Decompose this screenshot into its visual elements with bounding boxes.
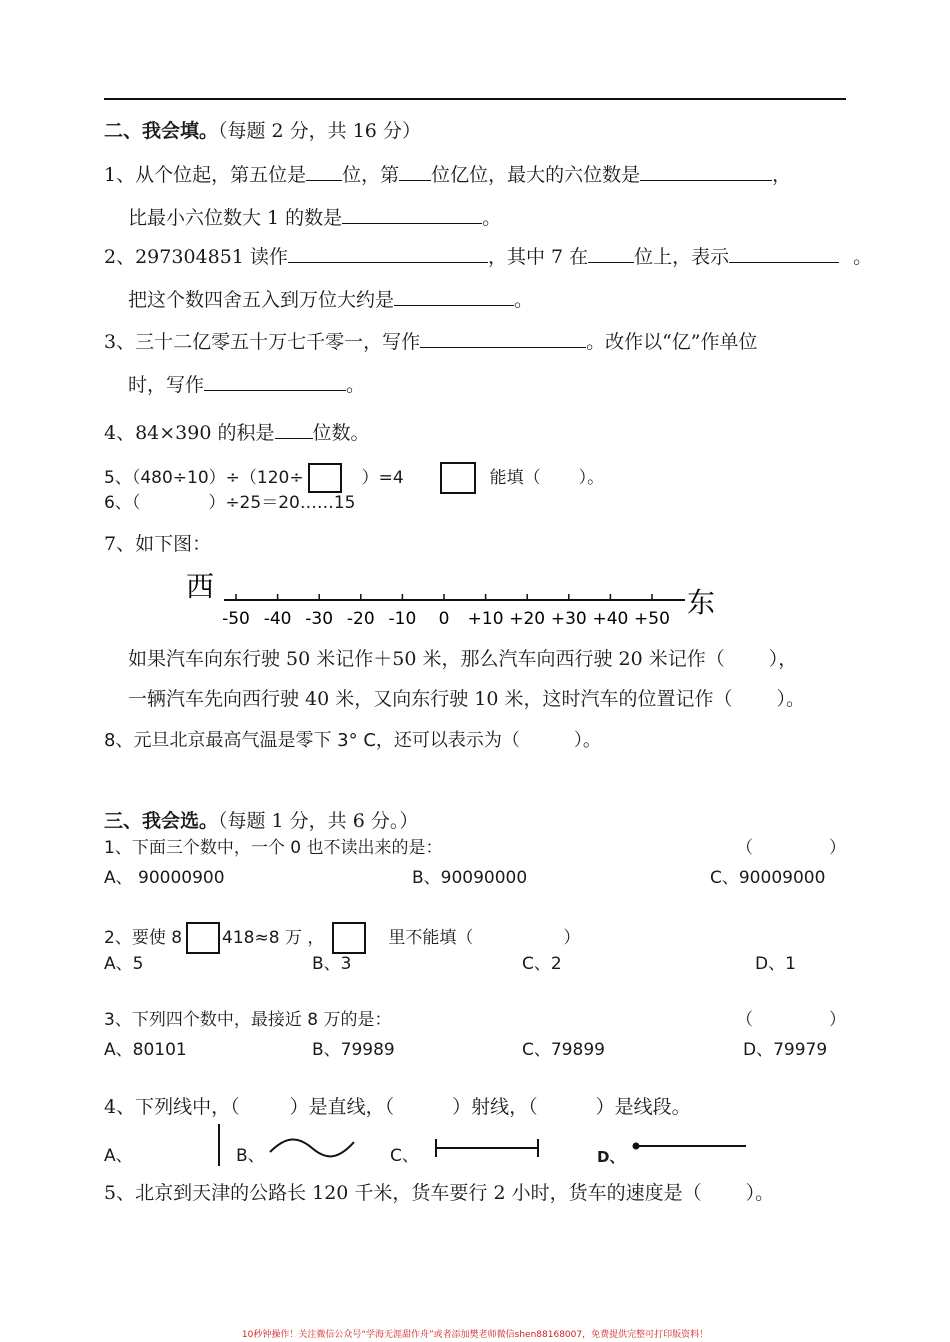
s3-q1-option-b[interactable]: B、90090000 <box>412 868 528 888</box>
s2-q1-line2 <box>128 207 501 228</box>
section3-note: （每题 1 分，共 6 分。） <box>218 810 419 832</box>
s2-q7-line2-text: 一辆汽车先向西行驶 40 米，又向东行驶 10 米，这时汽车的位置记作（ <box>128 688 733 710</box>
s2-q1-text-c: 位亿位，最大的六位数是 <box>431 164 641 186</box>
s3-q5-text-a: 5、北京到天津的公路长 120 千米，货车要行 2 小时，货车的速度是（ <box>104 1182 702 1204</box>
s2-q1-text-a: 1、从个位起，第五位是 <box>104 164 307 186</box>
s3-q4-option-b[interactable]: B、 <box>236 1146 265 1166</box>
curve-figure <box>268 1130 356 1164</box>
s2-q2-text-d: 。 <box>853 246 873 268</box>
number-line-east: 东 <box>687 586 716 619</box>
number-line-tick-label: +50 <box>634 609 670 629</box>
number-line-tick-label: +40 <box>592 609 629 629</box>
s2-q2-text-b: ，其中 7 在 <box>487 246 589 268</box>
s3-q2-box1[interactable] <box>186 922 220 954</box>
number-line-west: 西 <box>186 570 215 603</box>
s2-q3-text-b: 。改作以“亿”作单位 <box>586 331 758 353</box>
s2-q7-line1-end: ）， <box>768 648 798 670</box>
s2-q3-line2-end: 。 <box>346 374 366 396</box>
s2-q2-line1 <box>104 246 872 267</box>
s2-q1-blank3[interactable] <box>640 164 772 181</box>
s2-q1-line2-text: 比最小六位数大 1 的数是 <box>128 207 343 229</box>
s2-q6 <box>104 495 355 512</box>
s2-q1-blank4[interactable] <box>342 207 482 224</box>
s2-q4 <box>104 422 370 443</box>
section3-heading <box>104 812 418 831</box>
s3-q2-option-a[interactable]: A、5 <box>104 954 144 974</box>
s3-q4-option-c[interactable]: C、 <box>390 1146 419 1166</box>
s3-q2-option-c[interactable]: C、2 <box>522 954 562 974</box>
s2-q7-line1 <box>128 650 797 669</box>
section2-title: 二、我会填。 <box>104 120 219 142</box>
s2-q1-blank1[interactable] <box>306 164 342 181</box>
s3-q2-option-b[interactable]: B、3 <box>312 954 352 974</box>
footer-promo: 10秒钟操作！关注微信公众号“学海无涯甜作舟”或者添加樊老师微信shen88168007，免费提供完整可打印版资料！ <box>241 1330 709 1340</box>
s2-q2-blank2[interactable] <box>588 246 634 263</box>
s2-q2-blank1[interactable] <box>288 246 488 263</box>
s3-q1-stem-text: 1、下面三个数中，一个 0 也不读出来的是： <box>104 838 443 858</box>
number-line-tick-label: +10 <box>467 609 504 629</box>
s2-q2-line2-text: 把这个数四舍五入到万位大约是 <box>128 289 395 311</box>
s2-q7-line1-text: 如果汽车向东行驶 50 米记作＋50 米，那么汽车向西行驶 20 米记作（ <box>128 648 725 670</box>
s2-q5-box1[interactable] <box>308 463 342 493</box>
s3-q1-stem <box>104 840 442 857</box>
s2-q5-text-d: ）。 <box>578 468 605 488</box>
s2-q7-line2 <box>128 690 805 709</box>
s3-q4-option-a[interactable]: A、 <box>104 1146 133 1166</box>
s3-q4-text-b: ）是直线，（ <box>289 1096 395 1118</box>
s2-q4-blank[interactable] <box>275 422 313 439</box>
s2-q1-line1 <box>104 164 791 185</box>
s2-q2-text-c: 位上，表示 <box>634 246 730 268</box>
number-line-tick-label: +30 <box>550 609 587 629</box>
s3-q3-stem-text: 3、下列四个数中，最接近 8 万的是： <box>104 1010 392 1030</box>
s3-q5 <box>104 1184 774 1203</box>
s3-q1-paren-close: ） <box>829 838 846 858</box>
s2-q3-text-a: 3、三十二亿零五十万七千零一，写作 <box>104 331 421 353</box>
s3-q2-box2[interactable] <box>332 922 366 954</box>
line-segment-figure <box>432 1136 544 1160</box>
s2-q5-text-b: ）=4 <box>361 468 404 488</box>
s3-q4-text-a: 4、下列线中，（ <box>104 1096 240 1118</box>
s3-q5-text-b: ）。 <box>745 1182 775 1204</box>
s2-q3-line2 <box>128 374 365 395</box>
s2-q7-line2-end: ）。 <box>776 688 806 710</box>
s3-q1-paren-open: （ <box>736 838 753 858</box>
s2-q8 <box>104 732 601 750</box>
s3-q2-option-d[interactable]: D、1 <box>755 954 796 974</box>
s2-q5-text-a: 5、（480÷10）÷（120÷ <box>104 468 304 488</box>
section2-heading <box>104 122 421 141</box>
s2-q1-line2-end: 。 <box>482 207 502 229</box>
s2-q4-text-a: 4、84×390 的积是 <box>104 422 275 444</box>
s2-q5-box2[interactable] <box>440 462 476 494</box>
vertical-segment-figure <box>212 1122 226 1168</box>
s2-q1-blank2[interactable] <box>399 164 431 181</box>
s2-q2-blank4[interactable] <box>394 289 514 306</box>
s3-q2-text-c: 里不能填（ <box>388 928 474 948</box>
number-line-tick-label: -30 <box>305 609 334 629</box>
s3-q4-option-d[interactable]: D、 <box>597 1148 625 1166</box>
s3-q3-answer[interactable] <box>736 1012 846 1029</box>
s2-q1-text-d: ， <box>772 164 792 186</box>
s2-q2-blank3[interactable] <box>729 246 839 263</box>
s2-q3-blank1[interactable] <box>420 331 586 348</box>
s2-q7-title-text: 7、如下图： <box>104 533 212 555</box>
section3-title: 三、我会选。 <box>104 810 219 832</box>
ray-figure <box>628 1136 752 1156</box>
s2-q1-text-b: 位，第 <box>342 164 400 186</box>
s3-q4-text-c: ）射线，（ <box>452 1096 538 1118</box>
s2-q5-text-c: 能填（ <box>489 468 541 488</box>
s3-q3-option-b[interactable]: B、79989 <box>312 1040 395 1060</box>
s2-q8-text-b: ）。 <box>573 730 601 751</box>
s2-q3-line2-text: 时，写作 <box>128 374 205 396</box>
s3-q3-paren-open: （ <box>736 1010 753 1030</box>
s3-q1-option-c[interactable]: C、90009000 <box>710 868 826 888</box>
s2-q5 <box>104 462 604 494</box>
s3-q4-stem <box>104 1098 691 1117</box>
s3-q2-text-d: ） <box>563 928 581 948</box>
number-line-tick-label: -40 <box>263 609 292 629</box>
s3-q2-stem <box>104 922 580 954</box>
s3-q1-answer[interactable] <box>736 840 846 857</box>
section2-note: （每题 2 分，共 16 分） <box>218 120 421 142</box>
number-line <box>180 564 740 634</box>
s2-q2-line2-end: 。 <box>514 289 534 311</box>
number-line-tick-label: -20 <box>346 609 375 629</box>
number-line-tick-label: -10 <box>388 609 417 629</box>
top-rule <box>104 98 846 100</box>
number-line-tick-label: 0 <box>438 609 450 629</box>
s2-q4-text-b: 位数。 <box>312 422 370 444</box>
s2-q3-line1 <box>104 331 758 352</box>
s2-q6-text: 6、（ ）÷25＝20……15 <box>104 493 356 513</box>
s3-q3-stem <box>104 1012 391 1029</box>
s2-q7-title <box>104 535 211 554</box>
s2-q8-text-a: 8、元旦北京最高气温是零下 3° C，还可以表示为（ <box>104 730 520 751</box>
s3-q2-text-a: 2、要使 8 <box>104 928 183 948</box>
s3-q4-text-d: ）是线段。 <box>595 1096 691 1118</box>
s3-q3-paren-close: ） <box>829 1010 846 1030</box>
s3-q3-option-d[interactable]: D、79979 <box>743 1040 828 1060</box>
s2-q2-line2 <box>128 289 533 310</box>
s2-q3-blank2[interactable] <box>204 374 346 391</box>
s3-q3-option-a[interactable]: A、80101 <box>104 1040 187 1060</box>
s3-q3-option-c[interactable]: C、79899 <box>522 1040 605 1060</box>
s3-q1-option-a[interactable]: A、 90000900 <box>104 868 225 888</box>
s3-q2-text-b: 418≈8 万 ， <box>222 928 325 948</box>
s2-q2-text-a: 2、297304851 读作 <box>104 246 288 268</box>
number-line-tick-label: -50 <box>222 609 250 629</box>
number-line-tick-label: +20 <box>509 609 546 629</box>
